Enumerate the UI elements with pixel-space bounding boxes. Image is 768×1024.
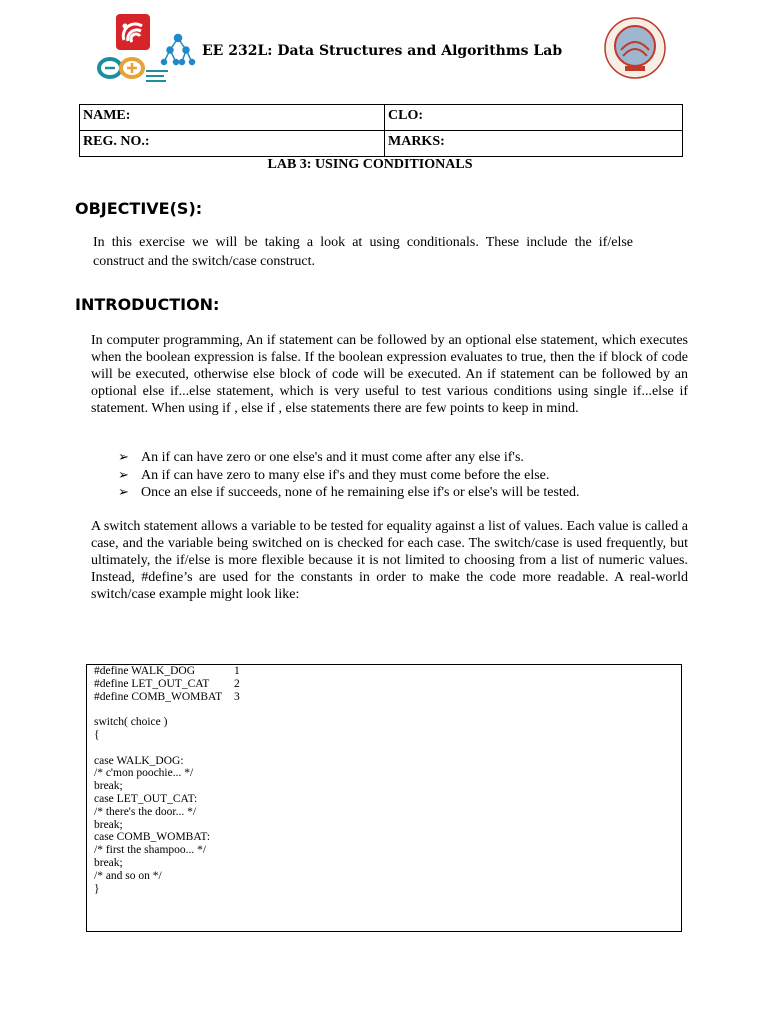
code-line: #define LET_OUT_CAT 2 — [94, 677, 240, 690]
introduction-text: In computer programming, An if statement can be followed by an optional else statement, which executes when the boolean expression is false. If the boolean expression evaluates to true, then the if block of code will be executed, otherwise else block of code will be executed. An if statement can be followed by an optional else if...else statement, which is very useful to test various conditions using single if...else if statement. When using if , else if , else statements there are few points to keep in mind. — [91, 333, 688, 416]
code-line: case COMB_WOMBAT: — [94, 831, 211, 844]
objective-heading: OBJECTIVE(S): — [75, 199, 203, 218]
code-line — [94, 742, 222, 755]
list-item: ➢ An if can have zero to many else if's and they must come before the else. — [118, 467, 550, 483]
reg-no-field[interactable]: REG. NO.: — [80, 131, 385, 157]
arrow-bullet-icon: ➢ — [118, 485, 129, 500]
code-line: /* and so on */ — [94, 869, 162, 882]
code-line: } — [94, 882, 100, 895]
table-row — [80, 105, 683, 131]
clo-field[interactable]: CLO: — [385, 105, 683, 131]
code-line: case WALK_DOG: — [94, 754, 184, 767]
marks-field[interactable]: MARKS: — [385, 131, 683, 157]
objective-text: In this exercise we will be taking a look at using conditionals. These include the if/else construct and the switch/case construct. — [93, 235, 633, 269]
code-line: break; — [94, 780, 123, 793]
introduction-heading: INTRODUCTION: — [75, 295, 220, 314]
arduino-logo — [96, 54, 172, 86]
lab-title: LAB 3: USING CONDITIONALS — [267, 157, 473, 172]
espressif-logo — [116, 14, 150, 50]
code-line: /* c'mon poochie... */ — [94, 767, 194, 780]
rules-list — [118, 449, 580, 502]
student-info-table — [79, 104, 683, 157]
code-example-box — [86, 664, 682, 932]
code-line: #define WALK_DOG 1 — [94, 665, 240, 677]
university-seal — [603, 16, 667, 80]
table-row — [80, 131, 683, 157]
code-line — [94, 703, 222, 716]
code-line: break; — [94, 818, 123, 831]
list-item: ➢ Once an else if succeeds, none of he remaining else if's or else's will be tested. — [118, 485, 580, 500]
code-line: { — [94, 728, 100, 741]
code-line: /* there's the door... */ — [94, 805, 197, 818]
code-line: #define COMB_WOMBAT 3 — [94, 690, 240, 703]
code-line: switch( choice ) — [94, 716, 168, 729]
code-line: break; — [94, 856, 123, 869]
arrow-bullet-icon: ➢ — [118, 450, 129, 465]
course-title: EE 232L: Data Structures and Algorithms Lab — [202, 43, 563, 59]
list-item: ➢ An if can have zero or one else's and it must come after any else if's. — [118, 450, 524, 465]
name-field[interactable]: NAME: — [80, 105, 385, 131]
code-line: /* first the shampoo... */ — [94, 844, 207, 857]
code-line: case LET_OUT_CAT: — [94, 792, 198, 805]
arrow-bullet-icon: ➢ — [118, 467, 129, 483]
switch-case-text: A switch statement allows a variable to be tested for equality against a list of values. Each value is called a case, and the variable being switched on is checked for each case. The switch/case is used frequently, but ultimately, the if/else is more flexible because it is not limited to choosing from a list of numeric values. Instead, #define’s are used for the constants in order to make the code more readable. A real-world switch/case example might look like: — [91, 519, 688, 602]
code-block — [94, 665, 240, 895]
